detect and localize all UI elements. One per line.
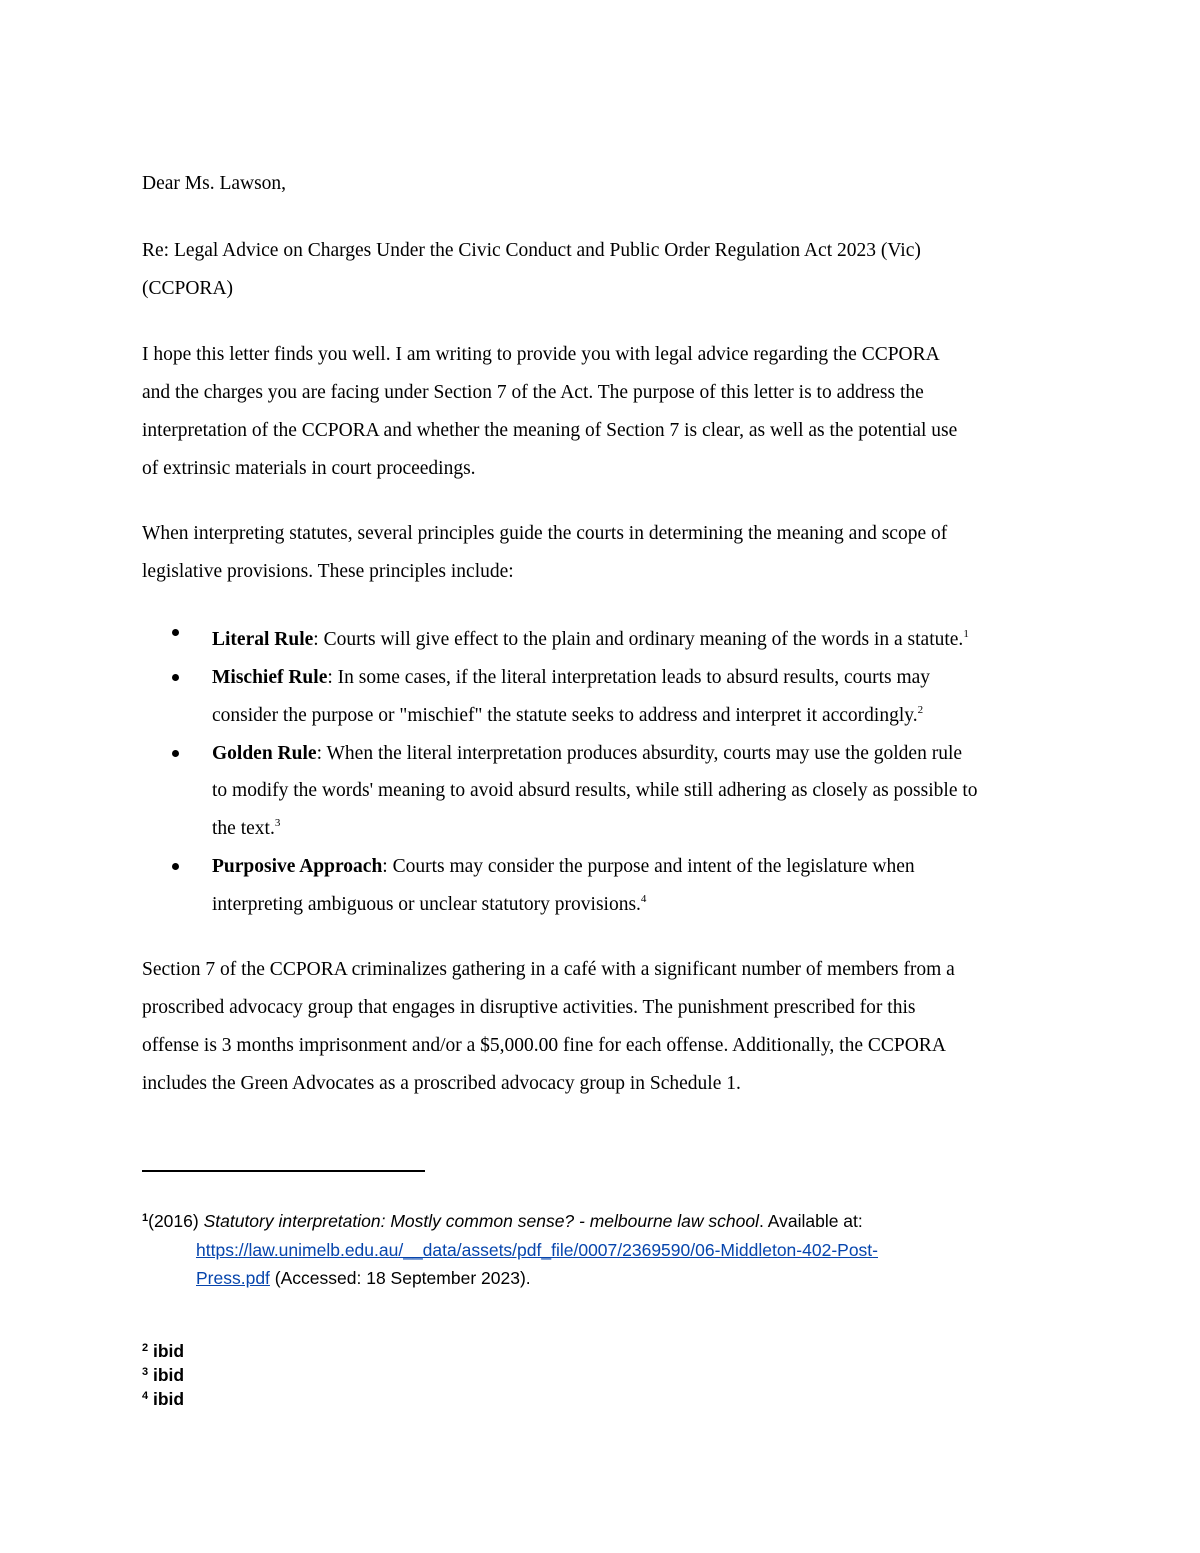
footnote-link[interactable]: Press.pdf [196, 1268, 270, 1288]
bullet-text: the text. [212, 818, 275, 839]
footnote-text: ibid [153, 1341, 185, 1361]
bullet-mischief-rule [212, 666, 930, 690]
bullet-icon [172, 629, 179, 636]
footnote-available: . Available at: [758, 1211, 863, 1231]
paragraph-3-line: proscribed advocacy group that engages in disruptive activities. The punishment prescribed for this [142, 997, 916, 1018]
bullet-literal-rule [212, 628, 969, 652]
footnote-number: 3 [142, 1366, 149, 1378]
footnote-2 [142, 1339, 184, 1366]
bullet-continuation: to modify the words' meaning to avoid absurd results, while still adhering as closely as possible to [212, 780, 978, 801]
footnote-text: ibid [153, 1365, 185, 1385]
footnote-ref: 3 [274, 816, 281, 829]
footnote-ref: 4 [640, 892, 647, 905]
footnote-number: 2 [142, 1342, 149, 1354]
footnote-separator [142, 1170, 425, 1172]
footnote-3 [142, 1363, 184, 1390]
re-line: Re: Legal Advice on Charges Under the Civic Conduct and Public Order Regulation Act 2023 (Vic) [142, 240, 921, 261]
bullet-continuation [212, 893, 646, 917]
bullet-purposive-approach [212, 855, 915, 879]
bullet-golden-rule [212, 742, 962, 766]
bullet-icon [172, 863, 179, 870]
footnote-link[interactable]: https://law.unimelb.edu.au/__data/assets/pdf_file/0007/2369590/06-Middleton-402-Post- [196, 1240, 878, 1260]
paragraph-2-line: legislative provisions. These principles include: [142, 561, 514, 582]
re-line-continued: (CCPORA) [142, 278, 234, 299]
footnote-ref: 2 [917, 703, 924, 716]
bullet-text: : Courts will give effect to the plain and ordinary meaning of the words in a statute. [313, 629, 964, 650]
footnote-accessed: (Accessed: 18 September 2023). [269, 1268, 531, 1288]
bullet-text: : Courts may consider the purpose and intent of the legislature when [382, 856, 915, 877]
footnote-1 [142, 1209, 863, 1236]
footnote-4 [142, 1387, 184, 1414]
bullet-term: Mischief Rule [212, 667, 328, 688]
salutation: Dear Ms. Lawson, [142, 173, 287, 194]
bullet-icon [172, 750, 179, 757]
paragraph-1-line: and the charges you are facing under Section 7 of the Act. The purpose of this letter is to address the [142, 382, 924, 403]
paragraph-1-line: of extrinsic materials in court proceedings. [142, 458, 476, 479]
bullet-text: consider the purpose or "mischief" the statute seeks to address and interpret it accordingly. [212, 705, 918, 726]
bullet-continuation [212, 817, 280, 841]
paragraph-1-line: I hope this letter finds you well. I am writing to provide you with legal advice regarding the CCPORA [142, 344, 940, 365]
paragraph-3-line: offense is 3 months imprisonment and/or a $5,000.00 fine for each offense. Additionally, the CCPORA [142, 1035, 946, 1056]
bullet-text: : When the literal interpretation produces absurdity, courts may use the golden rule [316, 743, 963, 764]
bullet-term: Purposive Approach [212, 856, 383, 877]
bullet-icon [172, 674, 179, 681]
paragraph-1-line: interpretation of the CCPORA and whether the meaning of Section 7 is clear, as well as the potential use [142, 420, 958, 441]
footnote-1-link-line [196, 1238, 878, 1262]
paragraph-2-line: When interpreting statutes, several principles guide the courts in determining the meaning and scope of [142, 523, 948, 544]
footnote-number: 4 [142, 1390, 149, 1402]
bullet-continuation [212, 704, 923, 728]
paragraph-3-line: includes the Green Advocates as a proscribed advocacy group in Schedule 1. [142, 1073, 741, 1094]
bullet-text: interpreting ambiguous or unclear statutory provisions. [212, 894, 641, 915]
bullet-term: Literal Rule [212, 629, 314, 650]
footnote-number: 1 [142, 1212, 149, 1224]
bullet-text: : In some cases, if the literal interpretation leads to absurd results, courts may [327, 667, 931, 688]
footnote-ref: 1 [963, 627, 969, 640]
footnote-title: Statutory interpretation: Mostly common sense? - melbourne law school [203, 1211, 759, 1231]
footnote-year: (2016) [148, 1211, 204, 1231]
bullet-term: Golden Rule [212, 743, 317, 764]
footnote-text: ibid [153, 1389, 185, 1409]
footnote-1-link-line-2 [196, 1266, 531, 1290]
paragraph-3-line: Section 7 of the CCPORA criminalizes gathering in a café with a significant number of members from a [142, 959, 955, 980]
